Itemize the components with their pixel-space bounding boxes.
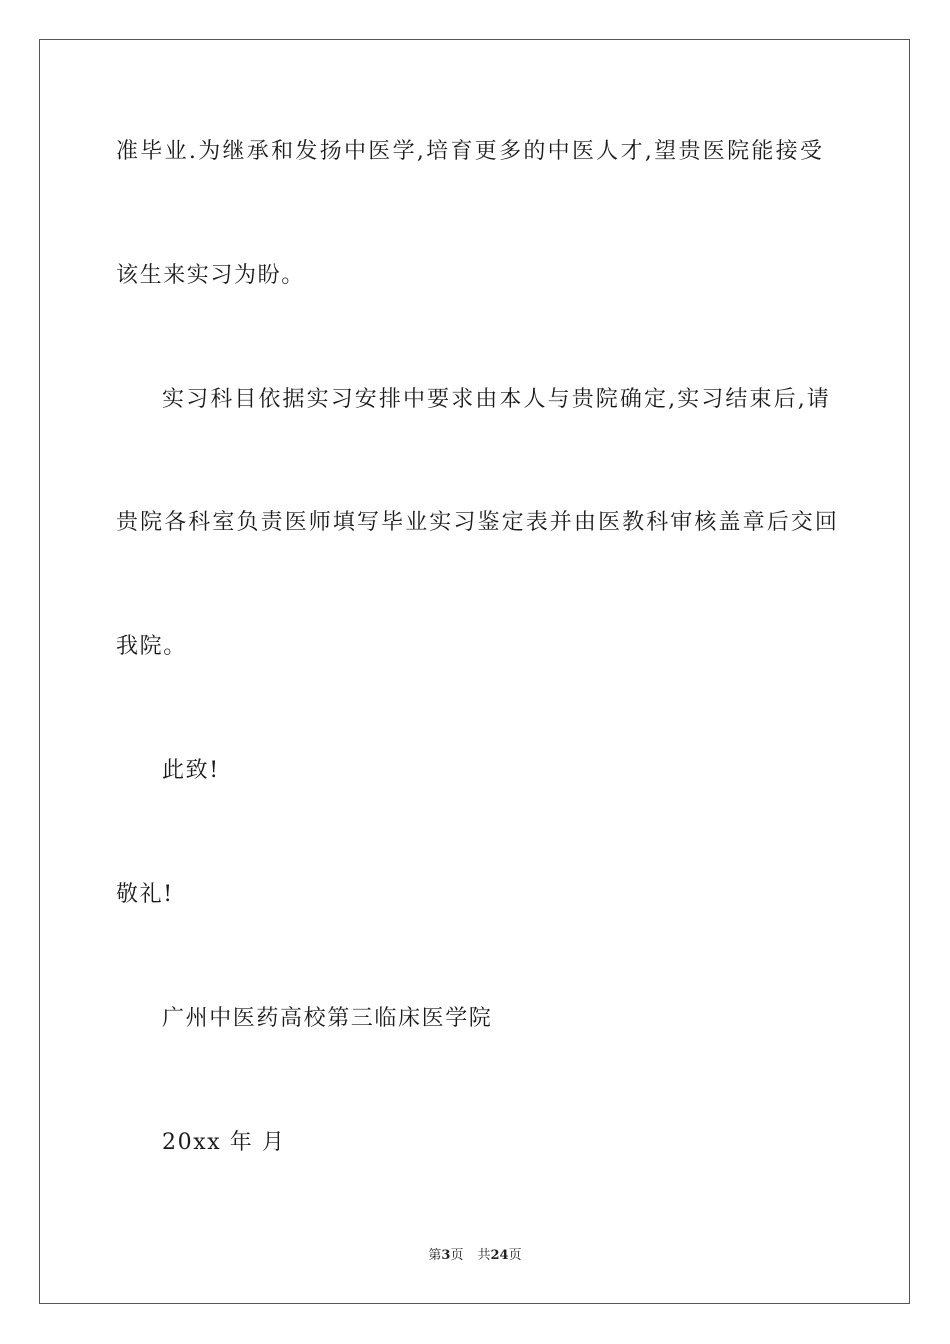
page-footer <box>0 1247 950 1265</box>
page-number: 3 <box>441 1248 451 1263</box>
signature-institution: 广州中医药高校第三临床医学院 <box>162 1006 493 1031</box>
total-pages: 24 <box>490 1248 509 1263</box>
body-line-2: 该生来实习为盼。 <box>116 263 305 288</box>
body-line-4: 贵院各科室负责医师填写毕业实习鉴定表并由医教科审核盖章后交回 <box>116 510 840 535</box>
body-line-1: 准毕业.为继承和发扬中医学,培育更多的中医人才,望贵医院能接受 <box>116 139 825 164</box>
total-prefix: 共 <box>477 1248 491 1263</box>
body-line-5: 我院。 <box>116 634 187 659</box>
page-prefix: 第 <box>428 1248 442 1263</box>
closing-salutation: 此致! <box>162 758 220 783</box>
page-suffix: 页 <box>450 1248 464 1263</box>
total-suffix: 页 <box>508 1248 522 1263</box>
closing-respect: 敬礼! <box>116 882 174 907</box>
page-border <box>39 39 910 1304</box>
body-line-3: 实习科目依据实习安排中要求由本人与贵院确定,实习结束后,请 <box>162 387 831 412</box>
signature-date: 20xx 年 月 <box>162 1130 286 1155</box>
